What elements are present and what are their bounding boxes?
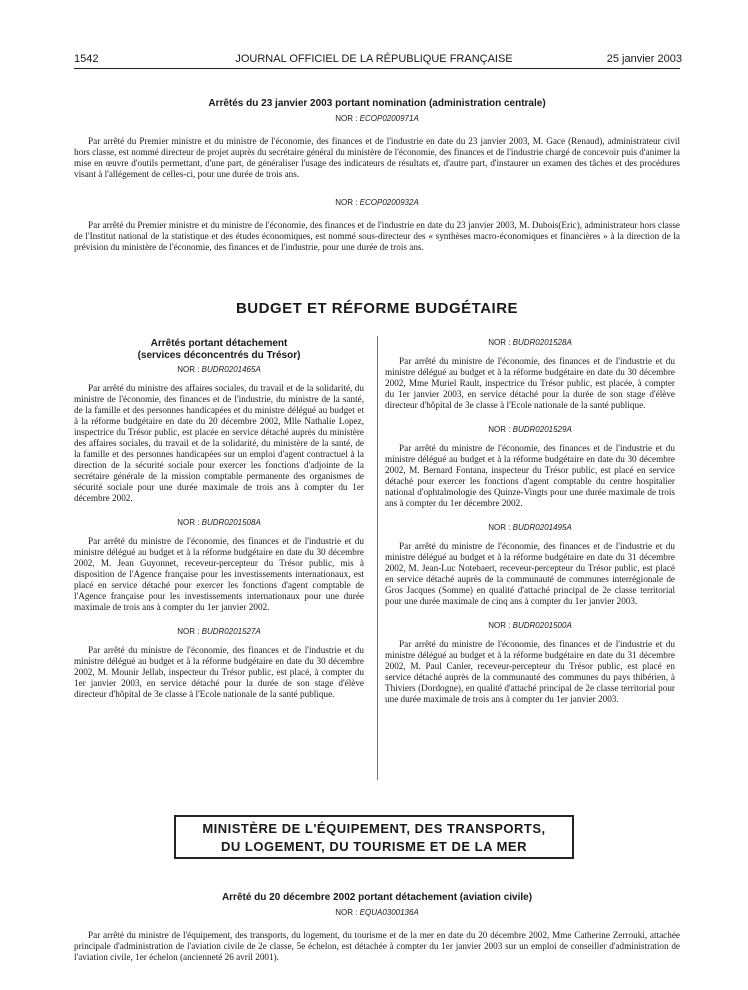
- budget-subtitle: [74, 338, 364, 362]
- ministry-heading-line: MINISTÈRE DE L'ÉQUIPEMENT, DES TRANSPORTS,: [202, 821, 546, 836]
- nominations-title: Arrêtés du 23 janvier 2003 portant nomination (administration centrale): [208, 98, 546, 109]
- nor-reference: [74, 365, 364, 374]
- nor-label: NOR :: [488, 621, 513, 630]
- page-number: 1542: [74, 53, 99, 65]
- nor-label: NOR :: [488, 425, 513, 434]
- nor-label: NOR :: [177, 627, 202, 636]
- nor-reference: [74, 627, 364, 636]
- nor-label: NOR :: [177, 518, 202, 527]
- left-column: [74, 338, 364, 714]
- nor-reference: [385, 523, 675, 532]
- nor-code: EQUA0300136A: [359, 908, 419, 917]
- nor-code: BUDR0201508A: [201, 518, 261, 527]
- nor-reference: [385, 621, 675, 630]
- nor-label: NOR :: [335, 198, 360, 207]
- nor-code: BUDR0201529A: [512, 425, 572, 434]
- nor-code: BUDR0201527A: [201, 627, 261, 636]
- ministry-heading-box: [174, 815, 574, 859]
- decree-paragraph: Par arrêté du ministre de l'économie, des finances et de l'industrie et du ministre délégué au budget et à la réforme budgétaire en date du 31 décembre 2002, M. Paul Canler, receveur-percepteur du Trésor public, est placé en service détaché auprès de la communauté des communes du pays thibérien, à Thiviers (Dordogne), en qualité d'attaché principal de 2e classe territorial pour une durée maximale de trois ans à compter du 1er janvier 2003.: [385, 639, 675, 704]
- equipement-decree-title: Arrêté du 20 décembre 2002 portant détachement (aviation civile): [221, 892, 533, 903]
- decree-paragraph: Par arrêté du ministre de l'économie, des finances et de l'industrie et du ministre délégué au budget et à la réforme budgétaire en date du 30 décembre 2002, M. Jean Guyonnet, receveur-percepteur du Trésor public, mis à disposition de l'Agence française pour les investissements internationaux, est placé en service détaché pour exercer les fonctions d'agent comptable de l'Agence française pour les investissements internationaux pour une durée maximale de trois ans à compter du 1er janvier 2002.: [74, 536, 364, 612]
- nor-code: ECOP0200971A: [359, 114, 419, 123]
- nor-reference: [74, 908, 680, 917]
- decree-paragraph: Par arrêté du ministre de l'équipement, des transports, du logement, du tourisme et de la mer en date du 20 décembre 2002, Mme Catherine Zerrouki, attachée principale d'administration de l'aviation civile de 2e classe, 5e échelon, est détachée à compter du 1er janvier 2003 sur un emploi de conseiller d'administration de l'aviation civile, 1er échelon (ancienneté 26 avril 2001).: [74, 930, 680, 962]
- nor-code: ECOP0200932A: [359, 198, 419, 207]
- nor-code: BUDR0201500A: [512, 621, 572, 630]
- budget-section-title: BUDGET ET RÉFORME BUDGÉTAIRE: [235, 300, 519, 317]
- column-divider: [377, 336, 378, 780]
- budget-subtitle-line: (services déconcentrés du Trésor): [137, 350, 301, 361]
- budget-subtitle-line: Arrêtés portant détachement: [150, 338, 288, 349]
- nor-label: NOR :: [488, 523, 513, 532]
- ministry-heading-line: DU LOGEMENT, DU TOURISME ET DE LA MER: [221, 839, 527, 854]
- nor-label: NOR :: [335, 114, 360, 123]
- nor-code: BUDR0201528A: [512, 338, 572, 347]
- decree-paragraph: Par arrêté du ministre de l'économie, des finances et de l'industrie et du ministre délégué au budget et à la réforme budgétaire en date du 31 décembre 2002, M. Jean-Luc Notebaert, receveur-percepteur du Trésor public, est placé en service détaché auprès de la communauté de communes interrégionale de Gros Jacques (Somme) en qualité d'attaché principal de 2e classe territorial pour une durée maximale de cinq ans à compter du 1er janvier 2003.: [385, 541, 675, 606]
- nor-reference: [74, 198, 680, 207]
- header-rule: [74, 68, 680, 69]
- nor-label: NOR :: [488, 338, 513, 347]
- right-column: [385, 338, 675, 719]
- issue-date: 25 janvier 2003: [606, 53, 682, 65]
- nor-reference: [74, 114, 680, 123]
- nor-code: BUDR0201495A: [512, 523, 572, 532]
- nor-reference: [385, 338, 675, 347]
- decree-paragraph: Par arrêté du Premier ministre et du ministre de l'économie, des finances et de l'industrie en date du 23 janvier 2003, M. Dubois(Eric), administrateur hors classe de l'Institut national de la statistique et des études économiques, est nommé sous-directeur des « synthèses macro-économiques et financières » à la direction de la prévision du ministère de l'économie, des finances et de l'industrie, pour une durée de trois ans.: [74, 220, 680, 252]
- decree-paragraph: Par arrêté du Premier ministre et du ministre de l'économie, des finances et de l'industrie en date du 23 janvier 2003, M. Gace (Renaud), administrateur civil hors classe, est nommé directeur de projet auprès du secrétaire général du ministère de l'économie, des finances et de l'industrie chargé de concevoir puis d'animer la mise en œuvre d'outils permettant, d'une part, de généraliser l'usage des indicateurs de résultats et, d'autre part, d'instaurer un examen des tâches et des procédures visant à l'allégement de celles-ci, pour une durée de trois ans.: [74, 136, 680, 179]
- nor-label: NOR :: [177, 365, 202, 374]
- decree-paragraph: Par arrêté du ministre de l'économie, des finances et de l'industrie et du ministre délégué au budget et à la réforme budgétaire en date du 30 décembre 2002, Mme Muriel Rault, inspectrice du Trésor public, est placée, à compter du 1er janvier 2003, en service détaché pour la durée de son stage d'élève directeur d'hôpital de 3e classe à l'Ecole nationale de la santé publique.: [385, 356, 675, 410]
- nor-label: NOR :: [335, 908, 360, 917]
- decree-paragraph: Par arrêté du ministre des affaires sociales, du travail et de la solidarité, du ministre de l'économie, des finances et de l'industrie, du ministre de la santé, de la famille et des personnes handicapées et du ministre délégué au budget et à la réforme budgétaire en date du 20 décembre 2002, Mlle Nathalie Lopez, inspectrice du Trésor public, est placée en service détaché auprès du ministère des affaires sociales, du travail et de la solidarité, du ministère de la santé, de la famille et des personnes handicapées sur un emploi d'agent contractuel à la direction de la sécurité sociale pour exercer les fonctions d'adjointe de la secrétaire générale de la mission comptable permanente des organismes de sécurité sociale pour une durée maximale de trois ans à compter du 1er décembre 2002.: [74, 383, 364, 503]
- nor-code: BUDR0201465A: [201, 365, 261, 374]
- decree-paragraph: Par arrêté du ministre de l'économie, des finances et de l'industrie et du ministre délégué au budget et à la réforme budgétaire en date du 30 décembre 2002, M. Mounir Jellab, inspecteur du Trésor public, est placé, à compter du 1er janvier 2003, en service détaché pour la durée de son stage d'élève directeur d'hôpital de 3e classe à l'Ecole nationale de la santé publique.: [74, 645, 364, 699]
- journal-title: JOURNAL OFFICIEL DE LA RÉPUBLIQUE FRANÇAISE: [235, 53, 513, 65]
- nor-reference: [74, 518, 364, 527]
- decree-paragraph: Par arrêté du ministre de l'économie, des finances et de l'industrie et du ministre délégué au budget et à la réforme budgétaire en date du 30 décembre 2002, M. Bernard Fontana, inspecteur du Trésor public, est placé en service détaché pour exercer les fonctions d'agent comptable du centre hospitalier national d'ophtalmologie des Quinze-Vingts pour une durée maximale de trois ans à compter du 1er décembre 2002.: [385, 443, 675, 508]
- nor-reference: [385, 425, 675, 434]
